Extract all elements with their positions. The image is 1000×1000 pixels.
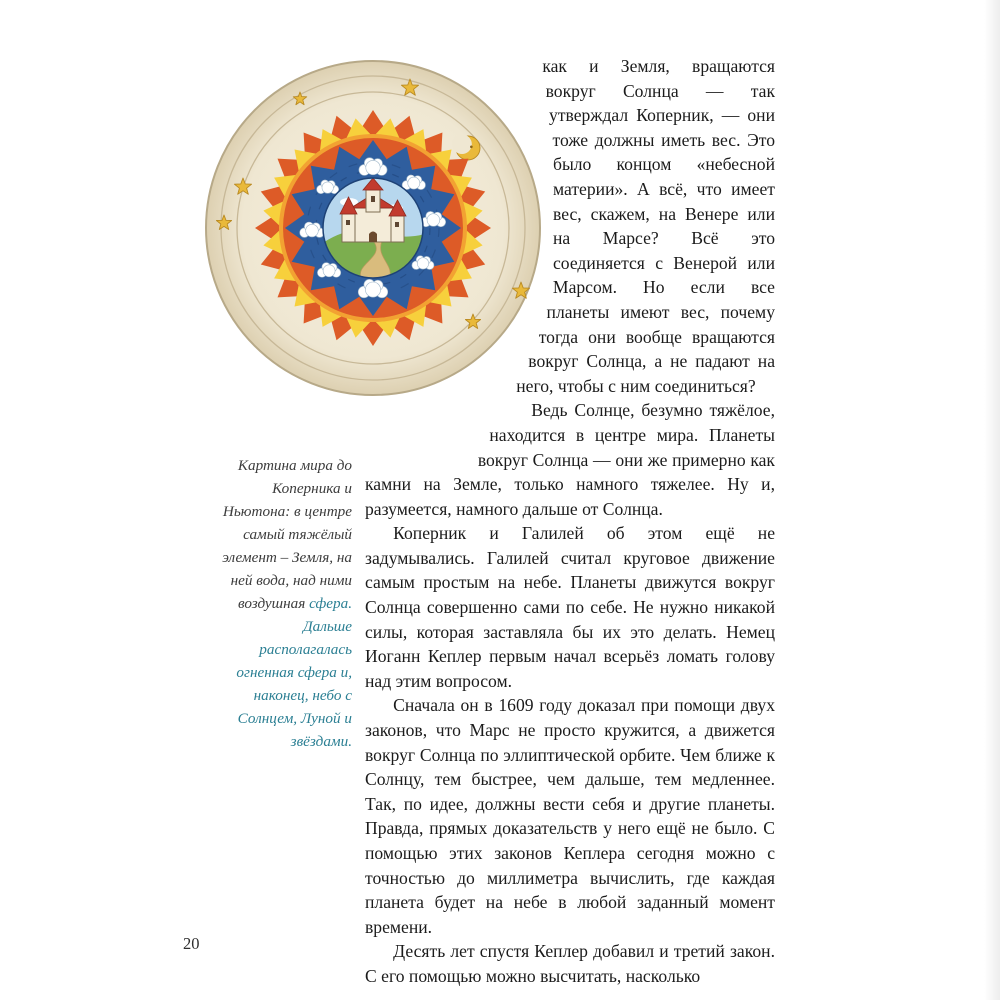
page-number: 20 <box>183 934 200 953</box>
castle-left-tower <box>342 214 355 242</box>
paragraph-1: как и Земля, вращаются вокруг Солнца — так утверждал Коперник, — они тоже должны иметь вес. Это было концом «небесной материи». А всё, что имеет вес, скажем, на Венере или на Марсе? Всё это соединяется с Венерой или Марсом. Но если все планеты имеют вес, почему тогда они вообще вращаются вокруг Солнца, а не падают на него, чтобы с ним соединиться? <box>516 56 775 396</box>
caption-text-accent: сфера. Дальше располагалась огненная сфера и, наконец, небо с Солнцем, Луной и звёздами. <box>236 595 352 750</box>
paragraph-4: Сначала он в 1609 году доказал при помощи двух законов, что Марс не просто кружится, а движется вокруг Солнца по эллиптической орбите. Чем ближе к Солнцу, тем быстрее, чем дальше, тем медленнее. Так, по идее, должны вести себя и другие планеты. Правда, прямых доказательств у него ещё не было. С помощью этих законов Кеплера сегодня можно с точностью до миллиметра вычислить, где каждая планета будет на небе в любой заданный момент времени. <box>365 695 775 937</box>
caption-text-primary: Картина мира до Коперника и Ньютона: в центре самый тяжёлый элемент – Земля, на ней вода, над ними воздушная <box>222 457 352 612</box>
page-edge-shadow <box>984 0 1000 1000</box>
paragraph-5: Десять лет спустя Кеплер добавил и третий закон. С его помощью можно высчитать, насколько <box>365 941 775 986</box>
illustration-caption <box>212 454 352 753</box>
paragraph-2: Ведь Солнце, безумно тяжёлое, находится в центре мира. Планеты вокруг Солнца — они же примерно как камни на Земле, только намного тяжелее. Ну и, разумеется, намного дальше от Солнца. <box>365 400 775 519</box>
body-text <box>365 54 775 989</box>
paragraph-3: Коперник и Галилей об этом ещё не задумывались. Галилей считал круговое движение самым простым на небе. Планеты движутся вокруг Солнца совершенно сами по себе. Не нужно никакой силы, которая заставляла бы их это делать. Немец Иоганн Кеплер первым начал всерьёз ломать голову над этим вопросом. <box>365 523 775 691</box>
